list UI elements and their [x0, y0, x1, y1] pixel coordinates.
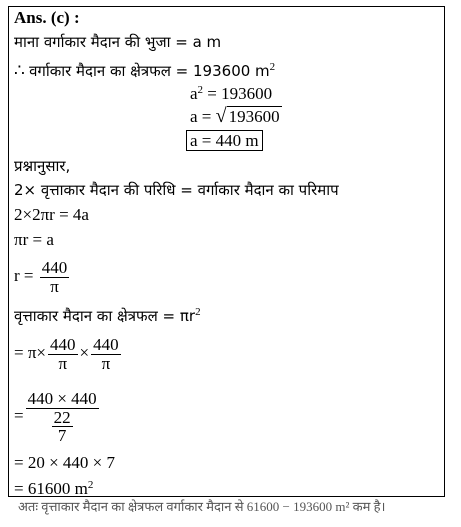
line-complex-fraction [14, 386, 101, 446]
r-lhs: r = [14, 266, 38, 285]
radicand: 193600 [228, 107, 280, 126]
a-squared-base: a [190, 84, 198, 103]
product-result-text: = 20 × 440 × 7 [14, 453, 116, 472]
line-assume-side [14, 32, 221, 52]
inner-fraction-denominator: 7 [52, 426, 73, 444]
product-fraction-2-numerator: 440 [93, 334, 119, 354]
line-according-question [14, 156, 70, 176]
product-fraction-1-denominator: π [48, 354, 78, 373]
r-fraction [40, 259, 70, 296]
line-product-result [14, 453, 115, 473]
line-final-area [14, 475, 93, 499]
pi-r-text: πr = a [14, 230, 54, 249]
square-area-exponent: 2 [269, 61, 276, 73]
line-equation [14, 205, 89, 225]
boxed-side-result: a = 440 m [186, 130, 263, 151]
circle-area-exponent: 2 [195, 306, 201, 318]
line-a-squared [190, 80, 272, 104]
perimeter-relation-text: 2× वृत्ताकार मैदान की परिधि = वर्गाकार मैदान का परिमाप [14, 181, 339, 199]
line-circle-area [14, 302, 201, 326]
line-product-fractions [14, 333, 123, 373]
radical-sign: √ [215, 105, 227, 127]
line-square-area-text: वर्गाकार मैदान का क्षेत्रफल = 193600 m [29, 62, 270, 80]
answer-label-text: Ans. (c) : [14, 8, 80, 27]
a-squared-value: = 193600 [203, 84, 273, 103]
line-perimeter-relation [14, 180, 339, 200]
product-fraction-2-denominator: π [91, 354, 121, 373]
line-square-area [14, 57, 275, 81]
therefore-symbol: ∴ [14, 61, 25, 80]
a-squared-exponent: 2 [197, 84, 204, 96]
according-question-text: प्रश्नानुसार, [14, 157, 71, 175]
answer-label [14, 8, 80, 28]
circle-area-text: वृत्ताकार मैदान का क्षेत्रफल = πr [14, 307, 196, 325]
line-r-fraction [14, 256, 71, 296]
product-fraction-2 [91, 336, 121, 373]
r-fraction-denominator: π [40, 277, 70, 296]
cutoff-line-text: अतः वृत्ताकार मैदान का क्षेत्रफल वर्गाकार मैदान से 61600 − 193600 m² कम है। [18, 499, 386, 514]
product-fraction-1-numerator: 440 [50, 334, 76, 354]
complex-fraction-denominator [26, 408, 99, 444]
equation-text: 2×2πr = 4a [14, 205, 89, 224]
line-assume-side-text: माना वर्गाकार मैदान की भुजा = a m [14, 33, 222, 51]
product-fraction-1 [48, 336, 78, 373]
product-lhs: = π× [14, 343, 47, 362]
line-a-result [186, 131, 263, 151]
inner-fraction [52, 409, 73, 444]
complex-fraction [26, 390, 99, 444]
line-square-root [190, 106, 282, 127]
square-root [216, 106, 282, 127]
final-area-exponent: 2 [87, 479, 94, 491]
square-root-lhs: a = [190, 107, 216, 126]
cutoff-line [18, 497, 448, 514]
final-area-text: = 61600 m [14, 479, 88, 498]
inner-fraction-numerator: 22 [53, 408, 71, 428]
times-symbol: × [79, 343, 90, 362]
complex-fraction-lhs: = [14, 406, 24, 425]
line-pi-r [14, 230, 54, 250]
r-fraction-numerator: 440 [41, 257, 68, 277]
complex-fraction-numerator: 440 × 440 [27, 389, 97, 409]
